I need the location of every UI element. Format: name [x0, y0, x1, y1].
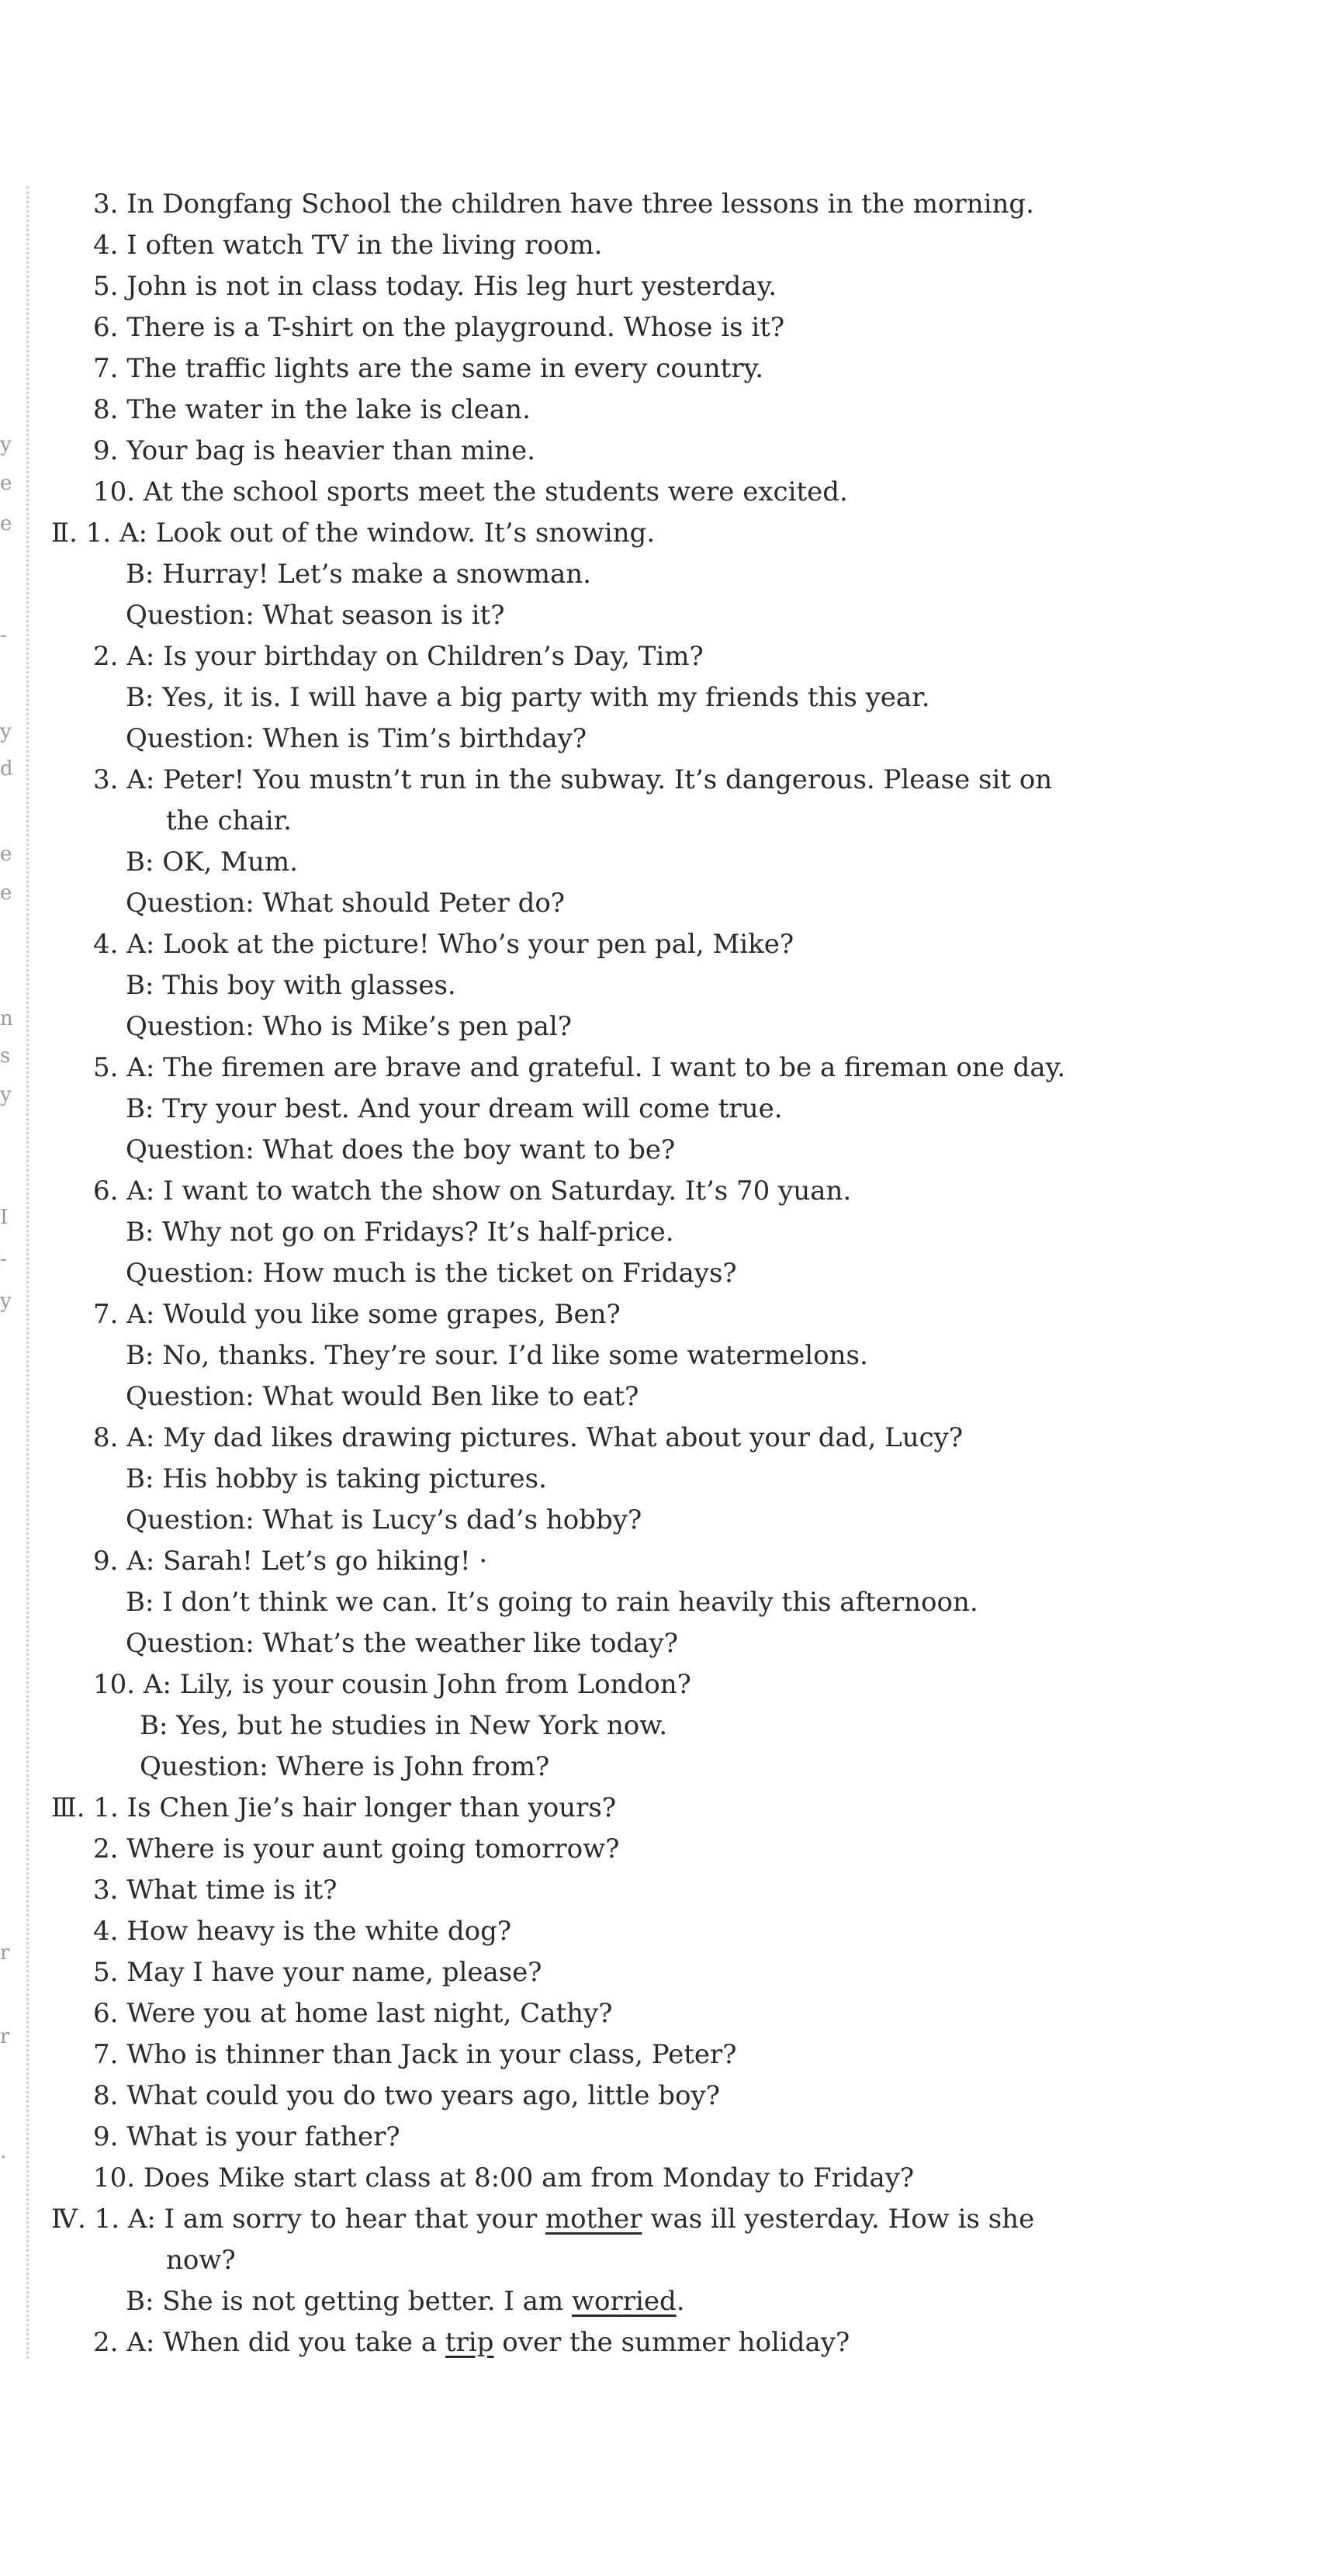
section-II-line: Ⅱ. 1. A: Look out of the window. It’s snowing. [51, 518, 656, 549]
margin-char: y [0, 720, 12, 743]
dialogue-line: 3. A: Peter! You mustn’t run in the subway. It’s dangerous. Please sit on [93, 764, 1053, 795]
dialogue-line: B: She is not getting better. I am worried. [126, 2286, 685, 2317]
section-IV-line: Ⅳ. 1. A: I am sorry to hear that your mother was ill yesterday. How is she [51, 2204, 1035, 2235]
question-line: Question: What season is it? [126, 600, 505, 631]
margin-char: e [0, 843, 12, 866]
dialogue-line: the chair. [166, 805, 292, 836]
dialogue-line: 7. A: Would you like some grapes, Ben? [93, 1299, 621, 1330]
text-line: 4. I often watch TV in the living room. [93, 230, 603, 261]
dialogue-line: 5. A: The firemen are brave and grateful. I want to be a fireman one day. [93, 1052, 1066, 1083]
margin-char: - [0, 1248, 7, 1271]
text-line: 4. How heavy is the white dog? [93, 1916, 512, 1947]
text-line: 10. Does Mike start class at 8:00 am from Monday to Friday? [93, 2162, 915, 2193]
underlined-word: worried [571, 2286, 677, 2317]
dialogue-line: B: This boy with glasses. [126, 970, 456, 1001]
text-line: 2. Where is your aunt going tomorrow? [93, 1833, 620, 1864]
dialogue-line: B: Try your best. And your dream will come true. [126, 1093, 783, 1124]
margin-char: y [0, 433, 12, 456]
dialogue-line: B: His hobby is taking pictures. [126, 1463, 547, 1494]
page-edge-dotted-line [26, 186, 29, 2359]
text-line: 8. The water in the lake is clean. [93, 394, 531, 425]
question-line: Question: What would Ben like to eat? [126, 1381, 639, 1412]
margin-char: e [0, 512, 12, 535]
margin-char: s [0, 1044, 11, 1068]
question-line: Question: What does the boy want to be? [126, 1134, 676, 1165]
dialogue-line: B: Hurray! Let’s make a snowman. [126, 559, 591, 590]
text-line: 7. The traffic lights are the same in every country. [93, 353, 764, 384]
margin-char: r [0, 1941, 10, 1965]
text-line: 5. May I have your name, please? [93, 1957, 542, 1988]
margin-char: y [0, 1083, 12, 1106]
dialogue-line: 6. A: I want to watch the show on Saturday. It’s 70 yuan. [93, 1175, 852, 1207]
dialogue-line: B: Why not go on Fridays? It’s half-price. [126, 1217, 674, 1248]
question-line: Question: How much is the ticket on Fridays? [126, 1258, 737, 1289]
dialogue-line: B: No, thanks. They’re sour. I’d like some watermelons. [126, 1340, 868, 1371]
question-line: Question: What’s the weather like today? [126, 1628, 678, 1659]
margin-char: r [0, 2025, 10, 2048]
margin-char: - [0, 624, 7, 647]
margin-char: I [0, 1206, 9, 1229]
text-line: 10. At the school sports meet the students were excited. [93, 476, 848, 507]
dialogue-line: 2. A: Is your birthday on Children’s Day, Tim? [93, 641, 704, 672]
margin-char: d [0, 757, 13, 781]
text-line: 5. John is not in class today. His leg hurt yesterday. [93, 271, 777, 302]
question-line: Question: What is Lucy’s dad’s hobby? [126, 1504, 642, 1536]
margin-char: . [0, 2140, 7, 2163]
text-line: 6. There is a T-shirt on the playground. Whose is it? [93, 312, 785, 343]
dialogue-line: 2. A: When did you take a trip over the summer holiday? [93, 2327, 850, 2358]
underlined-word: mother [545, 2204, 642, 2235]
dialogue-line: B: OK, Mum. [126, 847, 298, 878]
question-line: Question: When is Tim’s birthday? [126, 723, 587, 754]
dialogue-line: B: I don’t think we can. It’s going to rain heavily this afternoon. [126, 1587, 978, 1618]
text-line: 3. In Dongfang School the children have three lessons in the morning. [93, 189, 1034, 220]
dialogue-line: now? [166, 2245, 236, 2276]
dialogue-line: 4. A: Look at the picture! Who’s your pen pal, Mike? [93, 929, 794, 960]
text-line: 9. Your bag is heavier than mine. [93, 435, 535, 466]
question-line: Question: Where is John from? [140, 1751, 550, 1782]
question-line: Question: What should Peter do? [126, 888, 566, 919]
margin-char: e [0, 881, 12, 905]
text-line: 6. Were you at home last night, Cathy? [93, 1998, 613, 2029]
margin-char: y [0, 1290, 12, 1313]
dialogue-line: 8. A: My dad likes drawing pictures. What about your dad, Lucy? [93, 1422, 964, 1453]
underlined-word: trip [445, 2327, 494, 2358]
margin-char: e [0, 472, 12, 495]
section-III-line: Ⅲ. 1. Is Chen Jie’s hair longer than yours? [51, 1792, 617, 1823]
question-line: Question: Who is Mike’s pen pal? [126, 1011, 572, 1042]
text-line: 7. Who is thinner than Jack in your class, Peter? [93, 2039, 737, 2070]
dialogue-line: B: Yes, it is. I will have a big party with my friends this year. [126, 682, 930, 713]
margin-char: n [0, 1007, 13, 1030]
dialogue-line: 10. A: Lily, is your cousin John from London? [93, 1669, 691, 1700]
text-line: 9. What is your father? [93, 2121, 400, 2152]
dialogue-line: 9. A: Sarah! Let’s go hiking! · [93, 1546, 488, 1577]
text-line: 3. What time is it? [93, 1875, 337, 1906]
dialogue-line: B: Yes, but he studies in New York now. [140, 1710, 668, 1741]
text-line: 8. What could you do two years ago, little boy? [93, 2080, 720, 2111]
